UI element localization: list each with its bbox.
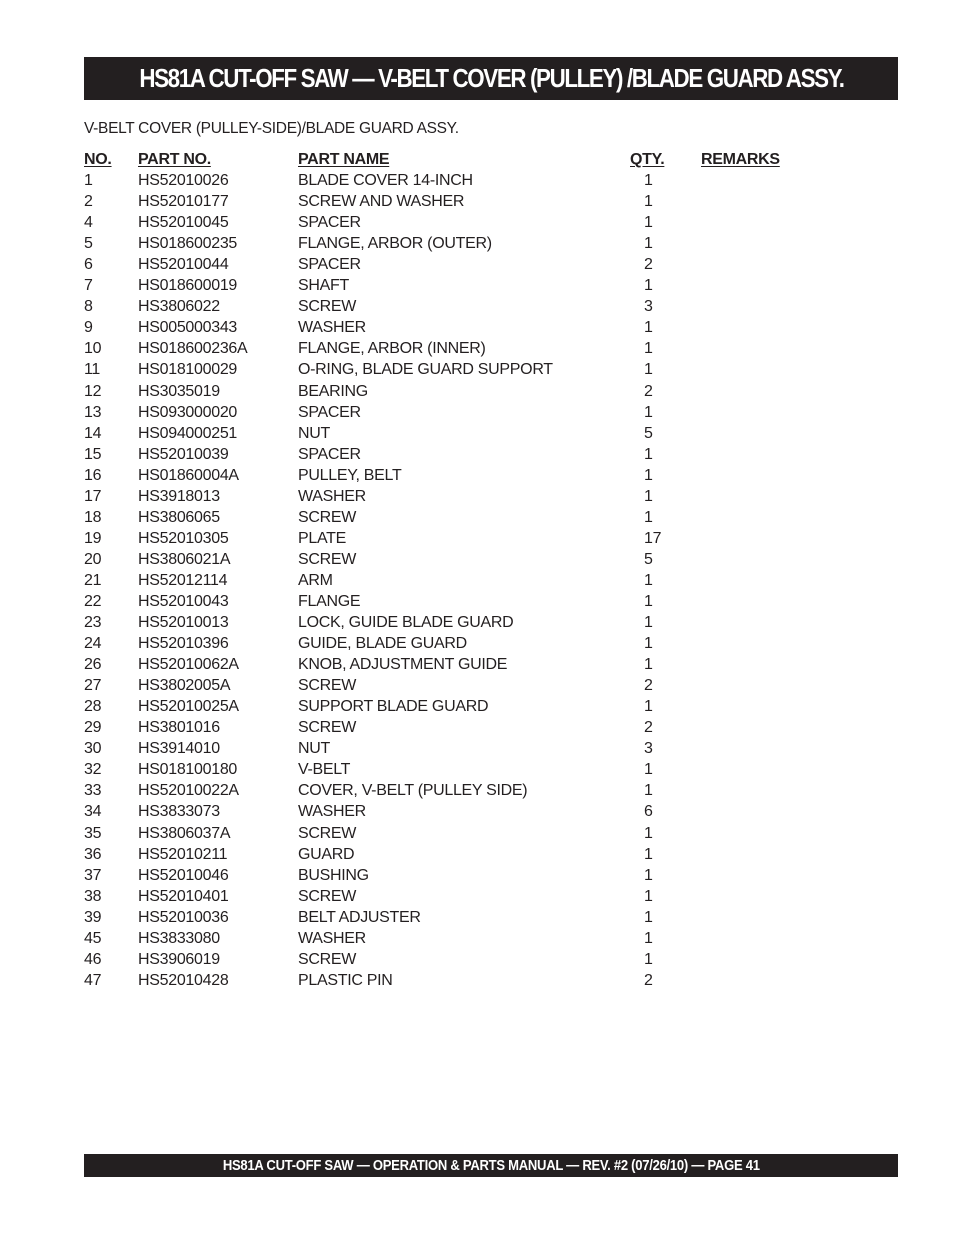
row-no: 21 <box>84 571 102 589</box>
row-no: 2 <box>84 193 93 211</box>
row-no: 8 <box>84 298 93 316</box>
row-qty: 1 <box>644 172 653 190</box>
row-part-no: HS3833080 <box>138 929 220 947</box>
row-part-name: SCREW <box>298 824 357 842</box>
table-row <box>84 423 844 444</box>
row-no: 20 <box>84 550 102 568</box>
table-row <box>84 317 844 338</box>
table-row <box>84 212 844 233</box>
row-no: 4 <box>84 214 93 232</box>
row-qty: 1 <box>644 635 653 653</box>
row-no: 46 <box>84 950 102 968</box>
table-row <box>84 717 844 738</box>
row-qty: 1 <box>644 571 653 589</box>
row-part-no: HS018600019 <box>138 277 238 295</box>
row-part-name: BUSHING <box>298 866 369 884</box>
page-title-bar <box>84 57 898 100</box>
row-no: 38 <box>84 887 102 905</box>
table-row <box>84 696 844 717</box>
table-row <box>84 675 844 696</box>
table-row <box>84 444 844 465</box>
table-row <box>84 949 844 970</box>
row-qty: 1 <box>644 487 653 505</box>
header-qty: QTY. <box>630 151 665 168</box>
row-no: 14 <box>84 424 102 442</box>
row-no: 19 <box>84 529 102 547</box>
row-part-name: SPACER <box>298 403 361 421</box>
row-part-name: FLANGE <box>298 592 361 610</box>
table-row <box>84 654 844 675</box>
row-part-no: HS52010022A <box>138 782 239 800</box>
row-part-no: HS52010396 <box>138 635 229 653</box>
row-qty: 3 <box>644 740 653 758</box>
row-part-name: BELT ADJUSTER <box>298 908 421 926</box>
row-qty: 1 <box>644 193 653 211</box>
row-part-no: HS3906019 <box>138 950 220 968</box>
row-part-name: SPACER <box>298 256 361 274</box>
row-qty: 1 <box>644 866 653 884</box>
row-part-name: SCREW <box>298 677 357 695</box>
table-row <box>84 970 844 991</box>
table-row <box>84 507 844 528</box>
header-remarks: REMARKS <box>701 151 780 168</box>
table-row <box>84 381 844 402</box>
row-no: 5 <box>84 235 93 253</box>
row-part-no: HS52010025A <box>138 698 239 716</box>
row-no: 9 <box>84 319 93 337</box>
row-qty: 1 <box>644 277 653 295</box>
row-no: 6 <box>84 256 93 274</box>
row-part-name: SCREW <box>298 550 357 568</box>
row-qty: 2 <box>644 971 653 989</box>
row-part-name: PLATE <box>298 529 347 547</box>
row-part-name: SPACER <box>298 445 361 463</box>
row-qty: 1 <box>644 887 653 905</box>
row-qty: 2 <box>644 382 653 400</box>
row-part-no: HS3806065 <box>138 508 220 526</box>
row-part-name: SCREW <box>298 950 357 968</box>
row-qty: 3 <box>644 298 653 316</box>
table-row <box>84 486 844 507</box>
table-row <box>84 233 844 254</box>
header-part-name: PART NAME <box>298 151 390 168</box>
row-qty: 1 <box>644 214 653 232</box>
row-part-name: PULLEY, BELT <box>298 466 402 484</box>
header-part-no: PART NO. <box>138 151 211 168</box>
row-part-no: HS52010044 <box>138 256 229 274</box>
row-part-name: FLANGE, ARBOR (OUTER) <box>298 235 492 253</box>
row-qty: 1 <box>644 614 653 632</box>
row-part-name: BLADE COVER 14-INCH <box>298 172 473 190</box>
table-row <box>84 338 844 359</box>
row-qty: 1 <box>644 656 653 674</box>
row-part-name: GUIDE, BLADE GUARD <box>298 635 467 653</box>
table-row <box>84 549 844 570</box>
row-no: 24 <box>84 635 102 653</box>
row-part-no: HS52010013 <box>138 614 229 632</box>
table-row <box>84 907 844 928</box>
row-part-no: HS52010305 <box>138 529 229 547</box>
row-part-name: O-RING, BLADE GUARD SUPPORT <box>298 361 553 379</box>
row-part-no: HS3806022 <box>138 298 220 316</box>
row-part-no: HS3802005A <box>138 677 231 695</box>
table-row <box>84 191 844 212</box>
row-part-no: HS018600236A <box>138 340 248 358</box>
row-qty: 1 <box>644 592 653 610</box>
row-part-no: HS3035019 <box>138 382 220 400</box>
row-part-name: WASHER <box>298 487 366 505</box>
row-no: 12 <box>84 382 102 400</box>
row-part-name: WASHER <box>298 929 366 947</box>
page-title: HS81A CUT-OFF SAW — V-BELT COVER (PULLEY) /BLADE GUARD ASSY. <box>138 63 844 93</box>
row-no: 1 <box>84 172 93 190</box>
row-no: 32 <box>84 761 102 779</box>
row-part-no: HS52010046 <box>138 866 229 884</box>
row-part-no: HS3806037A <box>138 824 231 842</box>
row-no: 28 <box>84 698 102 716</box>
row-part-no: HS093000020 <box>138 403 238 421</box>
row-no: 36 <box>84 845 102 863</box>
row-part-name: KNOB, ADJUSTMENT GUIDE <box>298 656 508 674</box>
row-no: 29 <box>84 719 102 737</box>
row-qty: 1 <box>644 845 653 863</box>
header-no: NO. <box>84 151 112 168</box>
row-qty: 5 <box>644 550 653 568</box>
row-part-name: SCREW <box>298 887 357 905</box>
row-part-no: HS52010401 <box>138 887 229 905</box>
table-row <box>84 801 844 822</box>
row-part-no: HS018100029 <box>138 361 238 379</box>
row-no: 22 <box>84 592 102 610</box>
row-no: 35 <box>84 824 102 842</box>
row-qty: 1 <box>644 929 653 947</box>
row-no: 16 <box>84 466 102 484</box>
row-part-name: ARM <box>298 571 333 589</box>
row-part-no: HS52010211 <box>138 845 228 863</box>
table-row <box>84 465 844 486</box>
row-no: 23 <box>84 614 102 632</box>
row-part-name: NUT <box>298 740 330 758</box>
row-qty: 1 <box>644 950 653 968</box>
row-no: 26 <box>84 656 102 674</box>
row-part-no: HS3914010 <box>138 740 220 758</box>
row-no: 7 <box>84 277 93 295</box>
table-row <box>84 170 844 191</box>
row-part-no: HS52012114 <box>138 571 228 589</box>
row-no: 39 <box>84 908 102 926</box>
row-no: 10 <box>84 340 102 358</box>
row-no: 18 <box>84 508 102 526</box>
row-part-name: SCREW <box>298 298 357 316</box>
row-part-no: HS005000343 <box>138 319 238 337</box>
row-no: 47 <box>84 971 102 989</box>
table-row <box>84 780 844 801</box>
row-no: 11 <box>84 361 101 379</box>
row-part-name: SHAFT <box>298 277 349 295</box>
row-qty: 1 <box>644 361 653 379</box>
row-part-name: COVER, V-BELT (PULLEY SIDE) <box>298 782 528 800</box>
row-qty: 1 <box>644 445 653 463</box>
table-header-row <box>84 149 844 170</box>
row-no: 15 <box>84 445 102 463</box>
row-no: 33 <box>84 782 102 800</box>
row-qty: 2 <box>644 256 653 274</box>
table-row <box>84 275 844 296</box>
table-row <box>84 296 844 317</box>
row-qty: 17 <box>644 529 662 547</box>
row-qty: 1 <box>644 340 653 358</box>
row-qty: 1 <box>644 698 653 716</box>
table-row <box>84 823 844 844</box>
row-qty: 2 <box>644 677 653 695</box>
page-footer-bar <box>84 1154 898 1177</box>
page-footer: HS81A CUT-OFF SAW — OPERATION & PARTS MANUAL — REV. #2 (07/26/10) — PAGE 41 <box>222 1157 760 1174</box>
row-part-no: HS52010428 <box>138 971 229 989</box>
row-part-no: HS3801016 <box>138 719 220 737</box>
row-part-name: BEARING <box>298 382 368 400</box>
table-row <box>84 759 844 780</box>
table-row <box>84 928 844 949</box>
row-part-no: HS3918013 <box>138 487 220 505</box>
row-part-no: HS52010177 <box>138 193 229 211</box>
row-no: 45 <box>84 929 102 947</box>
row-part-name: WASHER <box>298 319 366 337</box>
row-no: 17 <box>84 487 102 505</box>
row-part-no: HS094000251 <box>138 424 238 442</box>
row-part-name: LOCK, GUIDE BLADE GUARD <box>298 614 514 632</box>
table-row <box>84 570 844 591</box>
row-no: 37 <box>84 866 102 884</box>
row-no: 30 <box>84 740 102 758</box>
table-body <box>84 170 844 991</box>
row-qty: 1 <box>644 761 653 779</box>
row-part-no: HS52010036 <box>138 908 229 926</box>
row-part-name: SUPPORT BLADE GUARD <box>298 698 489 716</box>
row-part-no: HS52010043 <box>138 592 229 610</box>
table-row <box>84 738 844 759</box>
table-row <box>84 844 844 865</box>
row-part-no: HS3833073 <box>138 803 220 821</box>
row-no: 34 <box>84 803 102 821</box>
row-part-no: HS018600235 <box>138 235 238 253</box>
row-no: 27 <box>84 677 102 695</box>
parts-table <box>84 149 844 991</box>
row-part-name: NUT <box>298 424 330 442</box>
row-part-no: HS52010039 <box>138 445 229 463</box>
row-part-name: GUARD <box>298 845 355 863</box>
row-qty: 2 <box>644 719 653 737</box>
table-row <box>84 402 844 423</box>
row-part-no: HS52010062A <box>138 656 239 674</box>
table-row <box>84 865 844 886</box>
row-part-name: SCREW <box>298 719 357 737</box>
row-qty: 1 <box>644 782 653 800</box>
row-part-name: PLASTIC PIN <box>298 971 393 989</box>
table-row <box>84 633 844 654</box>
row-part-no: HS52010026 <box>138 172 229 190</box>
row-qty: 1 <box>644 235 653 253</box>
row-qty: 1 <box>644 908 653 926</box>
row-part-name: WASHER <box>298 803 366 821</box>
row-no: 13 <box>84 403 102 421</box>
row-part-name: FLANGE, ARBOR (INNER) <box>298 340 486 358</box>
row-part-name: SCREW <box>298 508 357 526</box>
row-part-name: SPACER <box>298 214 361 232</box>
table-row <box>84 359 844 380</box>
table-row <box>84 528 844 549</box>
section-subtitle: V-BELT COVER (PULLEY-SIDE)/BLADE GUARD ASSY. <box>84 120 459 137</box>
row-part-name: SCREW AND WASHER <box>298 193 465 211</box>
row-qty: 1 <box>644 466 653 484</box>
row-qty: 1 <box>644 824 653 842</box>
row-part-no: HS52010045 <box>138 214 229 232</box>
row-part-no: HS01860004A <box>138 466 239 484</box>
row-part-name: V-BELT <box>298 761 351 779</box>
row-qty: 6 <box>644 803 653 821</box>
table-row <box>84 254 844 275</box>
row-qty: 1 <box>644 403 653 421</box>
row-qty: 5 <box>644 424 653 442</box>
row-qty: 1 <box>644 508 653 526</box>
table-row <box>84 886 844 907</box>
row-qty: 1 <box>644 319 653 337</box>
table-row <box>84 591 844 612</box>
row-part-no: HS018100180 <box>138 761 238 779</box>
table-row <box>84 612 844 633</box>
row-part-no: HS3806021A <box>138 550 231 568</box>
